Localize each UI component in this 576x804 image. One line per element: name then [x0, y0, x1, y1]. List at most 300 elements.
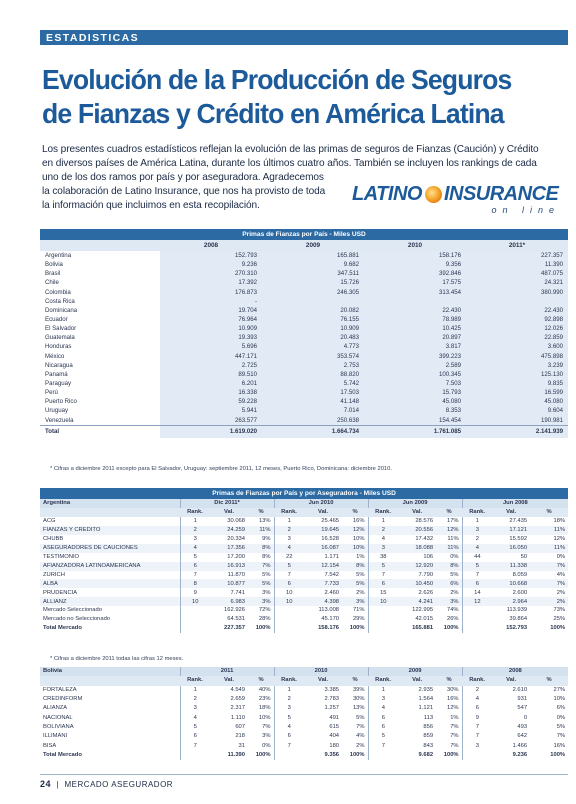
- table-cell: 122.995: [412, 607, 434, 614]
- table-cell: 5: [274, 713, 304, 722]
- column-header: Rank.: [462, 676, 492, 685]
- table-cell: 9.236: [160, 260, 262, 269]
- table-cell: 9.236: [512, 751, 528, 758]
- table-cell: 0%: [556, 553, 566, 560]
- table-cell: 227.357: [224, 625, 245, 632]
- table-cell: 12%: [553, 535, 566, 542]
- table-cell: 100%: [443, 625, 459, 632]
- table-cell: 19.645: [304, 526, 342, 535]
- column-header: Val.: [304, 508, 342, 517]
- table-row: [40, 695, 568, 704]
- table-cell: 2%: [356, 742, 365, 749]
- table-cell: 7: [462, 571, 492, 580]
- year-header: 2011: [180, 667, 274, 676]
- country-name: Colombia: [45, 288, 71, 296]
- table-cell: 3: [180, 704, 210, 713]
- table-cell: 50: [520, 553, 528, 560]
- table-row: [40, 288, 568, 297]
- table-cell: 39%: [352, 686, 365, 693]
- table-cell: 5: [368, 732, 398, 741]
- table-cell: 2: [462, 535, 492, 544]
- table-row: [40, 388, 568, 397]
- table-cell: 12%: [436, 526, 462, 535]
- table-cell: 76.155: [262, 315, 364, 324]
- table-cell: 5%: [342, 579, 368, 588]
- table-cell: 3.600: [466, 342, 568, 351]
- table-cell: 113: [423, 714, 434, 721]
- column-header: %: [248, 508, 274, 517]
- table-row: [40, 406, 568, 415]
- table-row: [40, 251, 568, 260]
- table1-header-row: [40, 240, 568, 251]
- table-cell: 5%: [356, 571, 365, 578]
- country-name: Nicaragua: [45, 361, 73, 369]
- table-cell: 843: [423, 742, 434, 749]
- table-cell: 11.390: [466, 260, 568, 269]
- table-cell: 7%: [356, 723, 365, 730]
- table-cell: 27.435: [509, 518, 528, 525]
- period-header: Dic 2011*: [180, 499, 274, 508]
- column-header: %: [248, 676, 274, 685]
- table-cell: 12.154: [304, 562, 342, 571]
- table-cell: 0%: [450, 553, 459, 560]
- period-header-row: [40, 499, 568, 508]
- table-cell: 11.870: [227, 571, 245, 578]
- table-cell: 4: [274, 723, 304, 732]
- table-cell: 6: [462, 704, 492, 713]
- table-cell: 165.881: [412, 625, 434, 632]
- table-cell: 5.696: [160, 342, 262, 351]
- table-cell: 10.668: [492, 579, 530, 588]
- blank-cell: [180, 751, 210, 760]
- table-cell: 13%: [352, 705, 365, 712]
- column-header: Val.: [492, 676, 530, 685]
- table-cell: 71%: [352, 607, 365, 614]
- table-bolivia-aseguradoras: [40, 667, 568, 760]
- table-row: [40, 517, 568, 526]
- table-cell: 5.742: [262, 379, 364, 388]
- table-cell: 100%: [255, 751, 271, 758]
- table-cell: 4%: [356, 733, 365, 740]
- year-header: 2008: [462, 667, 568, 676]
- table-cell: 1: [180, 686, 210, 695]
- table-cell: 392.846: [364, 269, 466, 278]
- country-name: Guatemala: [45, 334, 75, 342]
- country-name: Costa Rica: [45, 297, 75, 305]
- table-cell: 11.390: [227, 751, 245, 758]
- selected-market-row: [40, 606, 568, 615]
- column-header: Rank.: [180, 508, 210, 517]
- table-cell: -: [160, 297, 262, 306]
- table-cell: 10%: [352, 535, 365, 542]
- total-value: 1.619.020: [160, 425, 262, 438]
- insurer-name: ALLIANZ: [40, 597, 180, 606]
- table-cell: 22: [274, 553, 304, 562]
- period-header: Jun 2009: [368, 499, 462, 508]
- table-cell: 7: [462, 723, 492, 732]
- table-cell: 9.682: [262, 260, 364, 269]
- table-cell: 30.068: [227, 518, 245, 525]
- table-cell: 1.257: [324, 705, 340, 712]
- table-cell: 16.087: [304, 544, 342, 553]
- table-row: [40, 379, 568, 388]
- table-cell: 4: [462, 695, 492, 704]
- table-cell: 7: [462, 732, 492, 741]
- table-cell: 2%: [356, 589, 365, 596]
- table-cell: 100%: [349, 625, 365, 632]
- table-cell: 29%: [352, 616, 365, 623]
- column-header: Rank.: [462, 508, 492, 517]
- table-cell: 4: [180, 544, 210, 553]
- table-cell: 7%: [450, 723, 459, 730]
- table-cell: 6: [274, 579, 304, 588]
- table-cell: 28%: [258, 616, 271, 623]
- table-cell: 10%: [553, 696, 566, 703]
- table-row: [40, 352, 568, 361]
- table-cell: 5%: [556, 723, 566, 730]
- table-cell: 6.983: [210, 597, 248, 606]
- column-header: Val.: [304, 676, 342, 685]
- table-cell: 92.898: [466, 315, 568, 324]
- table-row: [40, 704, 568, 713]
- table-cell: 3%: [248, 597, 274, 606]
- table-cell: 5: [274, 562, 304, 571]
- table-cell: 17.575: [364, 278, 466, 287]
- table2-note: * Cifras a diciembre 2011 todas las cifras 12 meses.: [50, 656, 184, 662]
- table-cell: 8.353: [364, 406, 466, 415]
- table-cell: 7%: [450, 742, 459, 749]
- table-row: [40, 278, 568, 287]
- column-header: Rank.: [368, 676, 398, 685]
- table-cell: 22.430: [364, 306, 466, 315]
- column-header: %: [436, 676, 462, 685]
- table-cell: 10: [180, 597, 210, 606]
- column-header: %: [342, 508, 368, 517]
- table-cell: 11%: [248, 526, 274, 535]
- table-cell: 353.574: [262, 352, 364, 361]
- table-cell: 73%: [553, 607, 566, 614]
- table-cell: 7: [368, 571, 398, 580]
- table-row: [40, 588, 568, 597]
- footer-rule: [40, 774, 568, 775]
- table-cell: 2.600: [512, 589, 528, 596]
- table-cell: 5%: [450, 571, 459, 578]
- table-cell: 15: [368, 588, 398, 597]
- table-cell: 162.926: [224, 607, 245, 614]
- insurer-name: FIANZAS Y CREDITO: [40, 526, 180, 535]
- table-cell: 40%: [258, 686, 271, 693]
- table-cell: 2.589: [364, 361, 466, 370]
- table-cell: 5: [368, 562, 398, 571]
- table-cell: 2.317: [230, 705, 245, 712]
- table-cell: 113.008: [318, 607, 340, 614]
- table-cell: 20.483: [262, 333, 364, 342]
- table-cell: 6: [180, 732, 210, 741]
- column-header-row: [40, 508, 568, 517]
- table-cell: 10.425: [364, 324, 466, 333]
- insurer-name: FORTALEZA: [43, 686, 77, 693]
- section-header: ESTADISTICAS: [40, 30, 568, 45]
- table-cell: 22.430: [466, 306, 568, 315]
- table-cell: [364, 297, 466, 306]
- table-cell: 15.592: [509, 535, 528, 542]
- table-cell: 1.171: [324, 553, 340, 560]
- table-cell: 41.148: [262, 397, 364, 406]
- period-header: Jun 2010: [274, 499, 368, 508]
- table-cell: 6: [274, 732, 304, 741]
- table-cell: 263.577: [160, 416, 262, 426]
- total-row: [40, 425, 568, 438]
- table-cell: 1: [368, 686, 398, 695]
- table-cell: 11%: [447, 535, 459, 542]
- table-row: [40, 713, 568, 722]
- table-cell: 2: [368, 526, 398, 535]
- blank-cell: [462, 606, 492, 615]
- table-row: [40, 723, 568, 732]
- table-cell: 17.121: [492, 526, 530, 535]
- table-cell: 4.773: [262, 342, 364, 351]
- page-number: 24: [40, 779, 52, 789]
- table-cell: 10.877: [210, 579, 248, 588]
- table-cell: 113.939: [506, 607, 528, 614]
- table-cell: 5.941: [160, 406, 262, 415]
- selected-market-row-label: Mercado Seleccionado: [43, 607, 102, 614]
- table-cell: 16.050: [492, 544, 530, 553]
- blank-cell: [274, 615, 304, 624]
- table-cell: 10.450: [398, 579, 436, 588]
- table-cell: 165.881: [262, 251, 364, 260]
- table-cell: 475.898: [466, 352, 568, 361]
- table-row: [40, 416, 568, 426]
- table-cell: 6%: [436, 579, 462, 588]
- table-cell: 72%: [258, 607, 271, 614]
- column-header: %: [530, 508, 568, 517]
- table-cell: 158.176: [318, 625, 340, 632]
- total-value: 1.761.085: [364, 425, 466, 438]
- period-header: Jun 2008: [462, 499, 568, 508]
- intro-line: uno de los dos ramos por país y por aseguradora. Agradecemos: [42, 172, 324, 183]
- table-cell: 28.576: [415, 518, 434, 525]
- table-cell: 1: [368, 517, 398, 526]
- blank-cell: [274, 751, 304, 760]
- latino-insurance-logo: [352, 183, 572, 217]
- table-cell: 3%: [436, 597, 462, 606]
- table-cell: 642: [517, 733, 528, 740]
- table-cell: 89.510: [160, 370, 262, 379]
- table-cell: 218: [235, 733, 245, 740]
- insurer-name: TESTIMONIO: [43, 553, 80, 560]
- table-cell: 1: [274, 686, 304, 695]
- blank-cell: [368, 624, 398, 633]
- table-cell: 26%: [446, 616, 459, 623]
- table-cell: 12: [462, 597, 492, 606]
- table-row: [40, 297, 568, 306]
- table-cell: 30%: [446, 686, 459, 693]
- table-cell: 2: [180, 695, 210, 704]
- table-cell: 7.503: [364, 379, 466, 388]
- table-cell: 20.556: [398, 526, 436, 535]
- table-cell: 4: [462, 544, 492, 553]
- table-row: [40, 597, 568, 606]
- blank-cell: [368, 751, 398, 760]
- total-market-row-label: Total Mercado: [43, 625, 82, 632]
- country-name: El Salvador: [45, 325, 77, 333]
- table-cell: 15.726: [262, 278, 364, 287]
- country-name: Perú: [45, 389, 58, 397]
- table-cell: 17.356: [210, 544, 248, 553]
- table-cell: 88.820: [262, 370, 364, 379]
- blank-cell: [368, 615, 398, 624]
- table-cell: 12.026: [466, 324, 568, 333]
- table-cell: 491: [329, 714, 340, 721]
- total-market-row: [40, 751, 568, 760]
- insurer-name: BISA: [43, 742, 57, 749]
- table-cell: 3%: [262, 733, 271, 740]
- table-cell: 6: [368, 723, 398, 732]
- table-cell: 246.305: [262, 288, 364, 297]
- table-row: [40, 535, 568, 544]
- table-row: [40, 686, 568, 695]
- table-row: [40, 544, 568, 553]
- table-cell: 16%: [352, 518, 365, 525]
- table-row: [40, 526, 568, 535]
- table-cell: 25.465: [321, 518, 340, 525]
- table-cell: 3.385: [324, 686, 340, 693]
- table-cell: 45.080: [364, 397, 466, 406]
- table-cell: 10.909: [262, 324, 364, 333]
- table-cell: 447.171: [160, 352, 262, 361]
- year-header: 2008: [160, 240, 262, 251]
- column-header: Rank.: [274, 676, 304, 685]
- table-cell: 27%: [553, 686, 566, 693]
- country-name: Argentina: [45, 252, 72, 260]
- table-cell: 10: [368, 597, 398, 606]
- table-cell: 45.080: [466, 397, 568, 406]
- table-cell: 7.542: [324, 571, 340, 578]
- table-cell: 2: [274, 526, 304, 535]
- insurer-name: ILLIMANI: [43, 733, 68, 740]
- table-row: [40, 741, 568, 750]
- column-header: Val.: [492, 508, 530, 517]
- title-line-1: Evolución de la Producción de Seguros: [42, 64, 512, 95]
- title-line-2: de Fianzas y Crédito en América Latina: [42, 98, 504, 129]
- table-cell: 9.835: [466, 379, 568, 388]
- blank-header: [40, 508, 180, 517]
- table-cell: 1: [274, 517, 304, 526]
- table-cell: 158.176: [364, 251, 466, 260]
- table-cell: 16.599: [466, 388, 568, 397]
- table-cell: 20.334: [227, 535, 245, 542]
- country-name: Honduras: [45, 343, 72, 351]
- table-cell: 11.338: [492, 562, 530, 571]
- table-cell: 4.241: [398, 597, 436, 606]
- table-row: [40, 553, 568, 562]
- logo-word-right: INSURANCE: [443, 183, 559, 205]
- country-name: Dominicana: [45, 306, 78, 314]
- table-cell: 3: [368, 695, 398, 704]
- insurer-name: NACIONAL: [43, 714, 73, 721]
- table-cell: 9: [180, 588, 210, 597]
- table-cell: 4: [368, 535, 398, 544]
- table-cell: 607: [235, 723, 245, 730]
- insurer-name: BOLIVIANA: [43, 723, 74, 730]
- country-name: Paraguay: [45, 380, 72, 388]
- table-cell: 22.859: [466, 333, 568, 342]
- table-cell: 7%: [530, 562, 568, 571]
- insurer-name: ZURICH: [43, 571, 65, 578]
- table-row: [40, 732, 568, 741]
- table-cell: 20.897: [364, 333, 466, 342]
- table-cell: 2%: [556, 589, 566, 596]
- table-cell: 17.503: [262, 388, 364, 397]
- table-cell: 615: [329, 723, 340, 730]
- table1-note: * Cifras a diciembre 2011 excepto para El Salvador, Uruguay: septiembre 2011, 12 meses, Puerto Rico, Dominicana: diciembre 2010.: [50, 466, 392, 472]
- column-header: %: [436, 508, 462, 517]
- table-cell: 76.964: [160, 315, 262, 324]
- table-cell: [466, 297, 568, 306]
- blank-cell: [180, 606, 210, 615]
- table-cell: 16.528: [321, 535, 340, 542]
- table-cell: 152.793: [160, 251, 262, 260]
- table-cell: 11%: [530, 544, 568, 553]
- table-cell: 3.817: [364, 342, 466, 351]
- year-header: 2009: [262, 240, 364, 251]
- table-cell: 15.793: [364, 388, 466, 397]
- blank-cell: [180, 624, 210, 633]
- table-cell: 30%: [352, 696, 365, 703]
- table-cell: 5: [180, 723, 210, 732]
- country-name: Ecuador: [45, 316, 68, 324]
- table-cell: 487.075: [466, 269, 568, 278]
- table-cell: 1%: [450, 714, 459, 721]
- country-name: México: [45, 352, 65, 360]
- table-cell: 3: [274, 535, 304, 544]
- table-cell: 9.682: [418, 751, 434, 758]
- table-cell: 404: [329, 733, 340, 740]
- page-footer: 24 | MERCADO ASEGURADOR: [40, 779, 174, 789]
- table-row: [40, 315, 568, 324]
- table-cell: 8%: [436, 562, 462, 571]
- table-cell: 1: [462, 517, 492, 526]
- table-primas-por-aseguradora: [40, 488, 568, 633]
- table-cell: 8%: [342, 562, 368, 571]
- table-cell: 100%: [349, 751, 365, 758]
- column-header: Rank.: [274, 508, 304, 517]
- table-cell: 6: [368, 579, 398, 588]
- table-cell: 45.170: [321, 616, 340, 623]
- total-label: Total Mercado: [43, 751, 82, 758]
- table-cell: 1: [180, 517, 210, 526]
- column-header: Rank.: [368, 508, 398, 517]
- table-cell: 859: [423, 733, 434, 740]
- table-cell: 7.733: [304, 579, 342, 588]
- table-cell: 16%: [446, 696, 459, 703]
- table-cell: 1.121: [418, 705, 434, 712]
- blank-cell: [462, 751, 492, 760]
- table-cell: 1.466: [512, 742, 528, 749]
- table-cell: 270.310: [160, 269, 262, 278]
- table-cell: 547: [517, 705, 528, 712]
- intro-line: en diversos países de América Latina, durante los últimos cuatro años. También se incluyen los rankings de cada: [42, 158, 537, 169]
- table-cell: 10: [274, 597, 304, 606]
- table-cell: 18%: [258, 705, 271, 712]
- table-row: [40, 361, 568, 370]
- country-name: Brasil: [45, 270, 61, 278]
- year-header-row: [40, 667, 568, 676]
- table-cell: 3: [180, 535, 210, 544]
- table-cell: 9: [462, 713, 492, 722]
- table-cell: 4: [180, 713, 210, 722]
